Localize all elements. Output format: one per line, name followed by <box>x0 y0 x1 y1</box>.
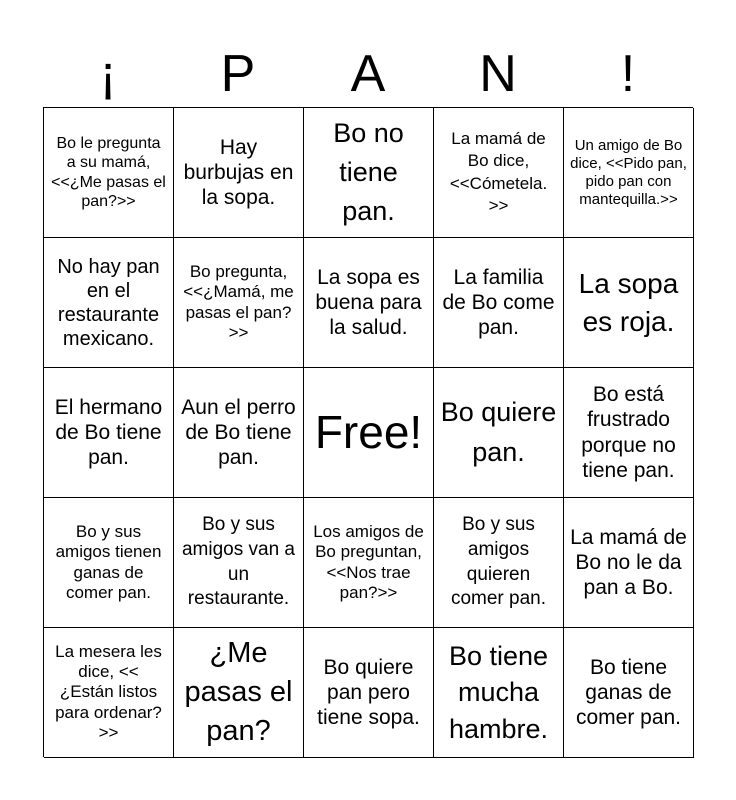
cell-text: Un amigo de Bo dice, <<Pido pan, pido pan con mantequilla.>> <box>570 136 687 208</box>
bingo-cell[interactable] <box>304 238 434 368</box>
title-letter: N <box>479 45 517 103</box>
cell-text: Bo quiere pan. <box>440 397 557 467</box>
cell-text: La familia de Bo come pan. <box>442 265 555 340</box>
cell-text: La mamá de Bo dice, <<Cómetela. >> <box>449 129 548 215</box>
cell-text: Bo y sus amigos van a un restaurante. <box>181 514 295 610</box>
cell-text: Bo y sus amigos tienen ganas de comer pan. <box>55 521 162 602</box>
cell-text: Bo y sus amigos quieren comer pan. <box>450 514 547 610</box>
bingo-cell[interactable] <box>564 238 694 368</box>
cell-text: La sopa es buena para la salud. <box>315 265 422 340</box>
cell-text: El hermano de Bo tiene pan. <box>54 395 163 470</box>
bingo-cell[interactable] <box>304 498 434 628</box>
cell-text: Bo le pregunta a su mamá, <<¿Me pasas el pan?>> <box>51 135 166 210</box>
bingo-cell[interactable] <box>174 238 304 368</box>
title-letter: ¡ <box>99 45 117 103</box>
cell-text: Bo pregunta, <<¿Mamá, me pasas el pan?>> <box>183 261 294 342</box>
cell-text: La mamá de Bo no le da pan a Bo. <box>570 525 687 600</box>
bingo-card <box>43 107 693 757</box>
cell-text: Bo tiene ganas de comer pan. <box>575 655 682 730</box>
cell-text: La mesera les dice, << ¿Están listos para ordenar?>> <box>55 641 162 743</box>
bingo-cell[interactable] <box>564 498 694 628</box>
bingo-cell[interactable] <box>174 498 304 628</box>
cell-text: Bo tiene mucha hambre. <box>448 640 549 744</box>
bingo-cell[interactable] <box>44 368 174 498</box>
cell-text: Los amigos de Bo preguntan, <<Nos trae pan?>> <box>313 521 424 602</box>
cell-text: Bo no tiene pan. <box>333 117 404 227</box>
bingo-cell[interactable] <box>174 628 304 758</box>
bingo-cell[interactable] <box>174 108 304 238</box>
cell-text: ¿Me pasas el pan? <box>184 636 293 748</box>
bingo-cell[interactable] <box>434 238 564 368</box>
cell-text: La sopa es roja. <box>578 267 679 337</box>
bingo-cell[interactable] <box>564 368 694 498</box>
bingo-cell[interactable] <box>44 108 174 238</box>
bingo-cell[interactable] <box>44 628 174 758</box>
cell-text: Hay burbujas en la sopa. <box>183 135 294 210</box>
free-label: Free! <box>314 405 423 458</box>
free-space[interactable] <box>304 368 434 498</box>
cell-text: Aun el perro de Bo tiene pan. <box>181 395 296 470</box>
bingo-cell[interactable] <box>434 498 564 628</box>
bingo-cell[interactable] <box>434 108 564 238</box>
bingo-cell[interactable] <box>564 628 694 758</box>
bingo-title <box>43 40 693 108</box>
bingo-cell[interactable] <box>44 238 174 368</box>
bingo-cell[interactable] <box>434 628 564 758</box>
bingo-cell[interactable] <box>304 628 434 758</box>
cell-text: Bo quiere pan pero tiene sopa. <box>317 655 420 730</box>
bingo-cell[interactable] <box>434 368 564 498</box>
cell-text: Bo está frustrado porque no tiene pan. <box>581 383 676 482</box>
title-letter: ! <box>620 45 636 103</box>
bingo-cell[interactable] <box>564 108 694 238</box>
cell-text: No hay pan en el restaurante mexicano. <box>57 255 160 350</box>
title-letter: A <box>350 45 386 103</box>
bingo-cell[interactable] <box>44 498 174 628</box>
title-letter: P <box>220 45 256 103</box>
bingo-cell[interactable] <box>174 368 304 498</box>
bingo-cell[interactable] <box>304 108 434 238</box>
